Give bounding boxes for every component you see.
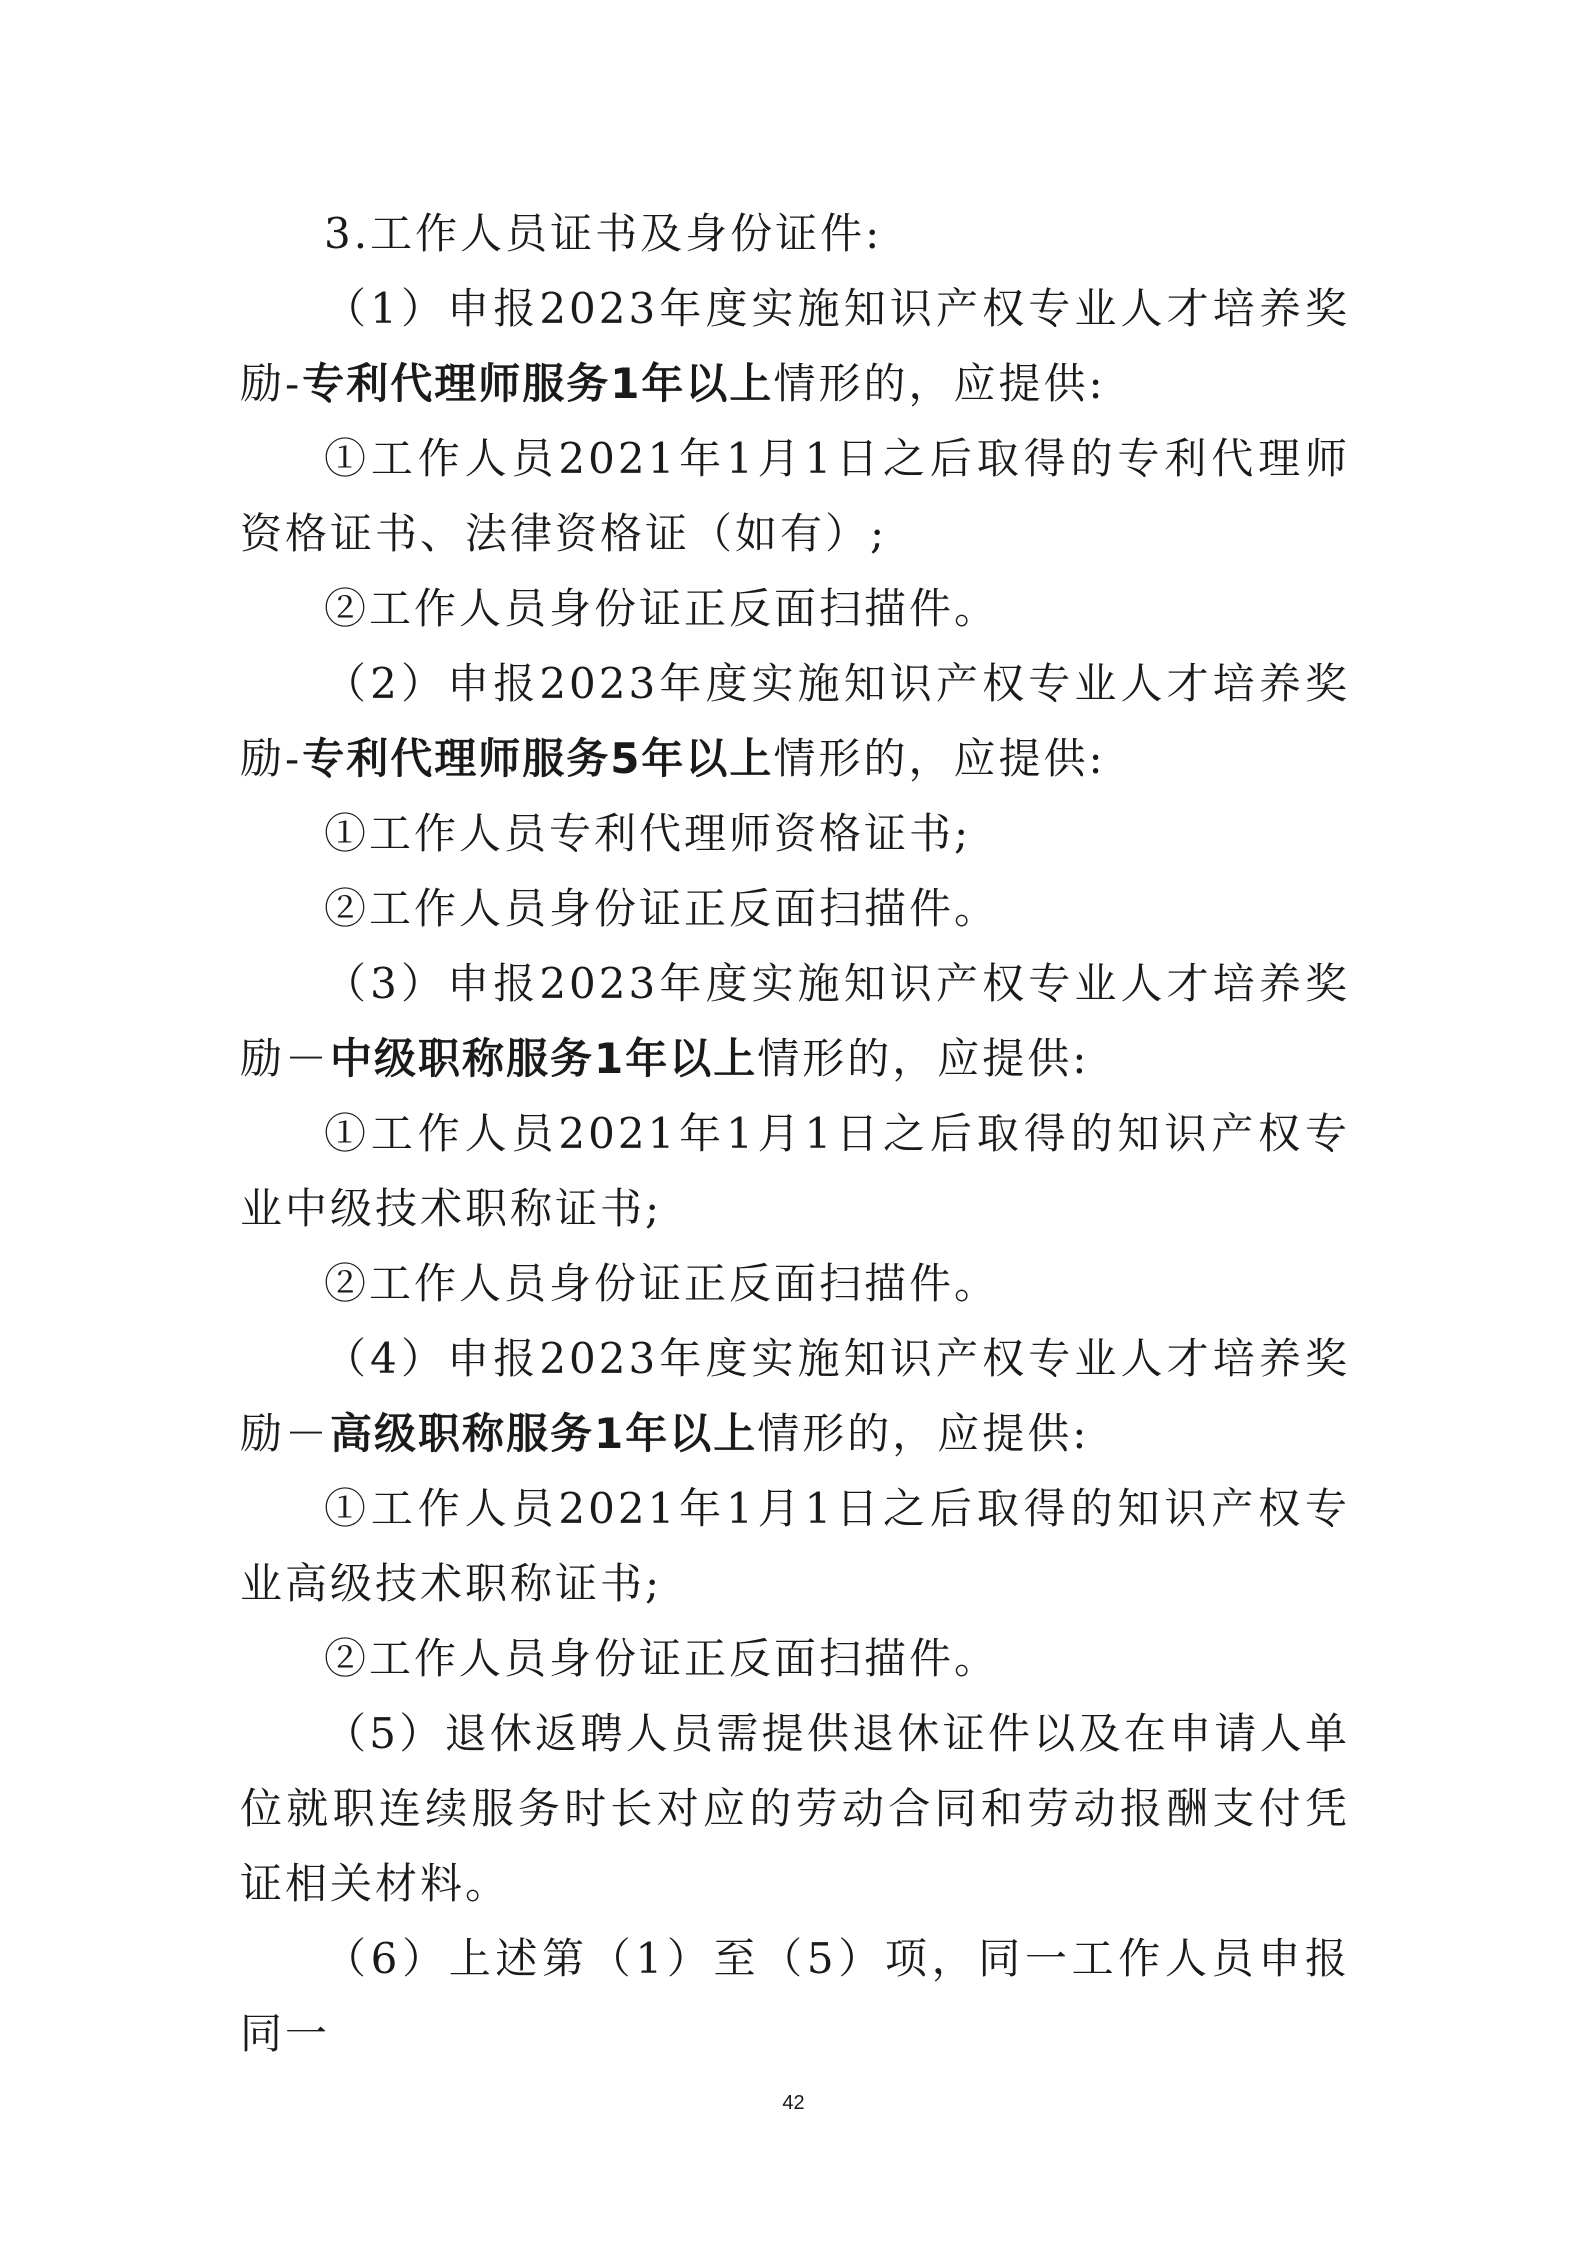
paragraph: [240, 271, 1350, 421]
bold-text-run: 专利代理师服务5年以上: [302, 734, 774, 783]
text-run: ①工作人员专利代理师资格证书;: [324, 809, 972, 858]
paragraph: [240, 796, 1350, 871]
paragraph: [240, 1621, 1350, 1696]
paragraph: [240, 421, 1350, 571]
text-run: ①工作人员2021年1月1日之后取得的知识产权专业高级技术职称证书;: [240, 1484, 1350, 1608]
bold-text-run: 专利代理师服务1年以上: [302, 359, 774, 408]
text-run: （2）申报2023年度实施知识产权专业人才培养奖励-: [240, 659, 1350, 783]
text-run: ②工作人员身份证正反面扫描件。: [324, 1634, 1000, 1683]
paragraph: [240, 571, 1350, 646]
paragraph: [240, 1246, 1350, 1321]
text-run: 情形的，应提供:: [773, 359, 1106, 408]
text-run: ①工作人员2021年1月1日之后取得的知识产权专业中级技术职称证书;: [240, 1109, 1350, 1233]
paragraph: [240, 1096, 1350, 1246]
text-run: ②工作人员身份证正反面扫描件。: [324, 584, 1000, 633]
text-run: （3）申报2023年度实施知识产权专业人才培养奖励－: [240, 959, 1350, 1083]
paragraph: [240, 871, 1350, 946]
text-run: ②工作人员身份证正反面扫描件。: [324, 884, 1000, 933]
text-run: ②工作人员身份证正反面扫描件。: [324, 1259, 1000, 1308]
paragraph: [240, 1696, 1350, 1921]
text-run: 情形的，应提供:: [773, 734, 1106, 783]
text-run: 情形的，应提供:: [757, 1034, 1090, 1083]
text-run: （6）上述第（1）至（5）项，同一工作人员申报同一: [240, 1934, 1350, 2058]
page-number: 42: [782, 2092, 805, 2114]
paragraph: [240, 1921, 1350, 2071]
paragraph: [240, 1321, 1350, 1471]
document-body: [240, 196, 1350, 2071]
paragraph: [240, 1471, 1350, 1621]
paragraph: [240, 196, 1350, 271]
bold-text-run: 中级职称服务1年以上: [330, 1034, 758, 1083]
text-run: （1）申报2023年度实施知识产权专业人才培养奖励-: [240, 284, 1350, 408]
text-run: 3.工作人员证书及身份证件:: [324, 209, 883, 258]
text-run: 情形的，应提供:: [757, 1409, 1090, 1458]
text-run: （4）申报2023年度实施知识产权专业人才培养奖励－: [240, 1334, 1350, 1458]
text-run: ①工作人员2021年1月1日之后取得的专利代理师资格证书、法律资格证（如有）;: [240, 434, 1350, 558]
paragraph: [240, 646, 1350, 796]
paragraph: [240, 946, 1350, 1096]
bold-text-run: 高级职称服务1年以上: [330, 1409, 758, 1458]
text-run: （5）退休返聘人员需提供退休证件以及在申请人单位就职连续服务时长对应的劳动合同和劳动报酬支付凭证相关材料。: [240, 1709, 1350, 1908]
